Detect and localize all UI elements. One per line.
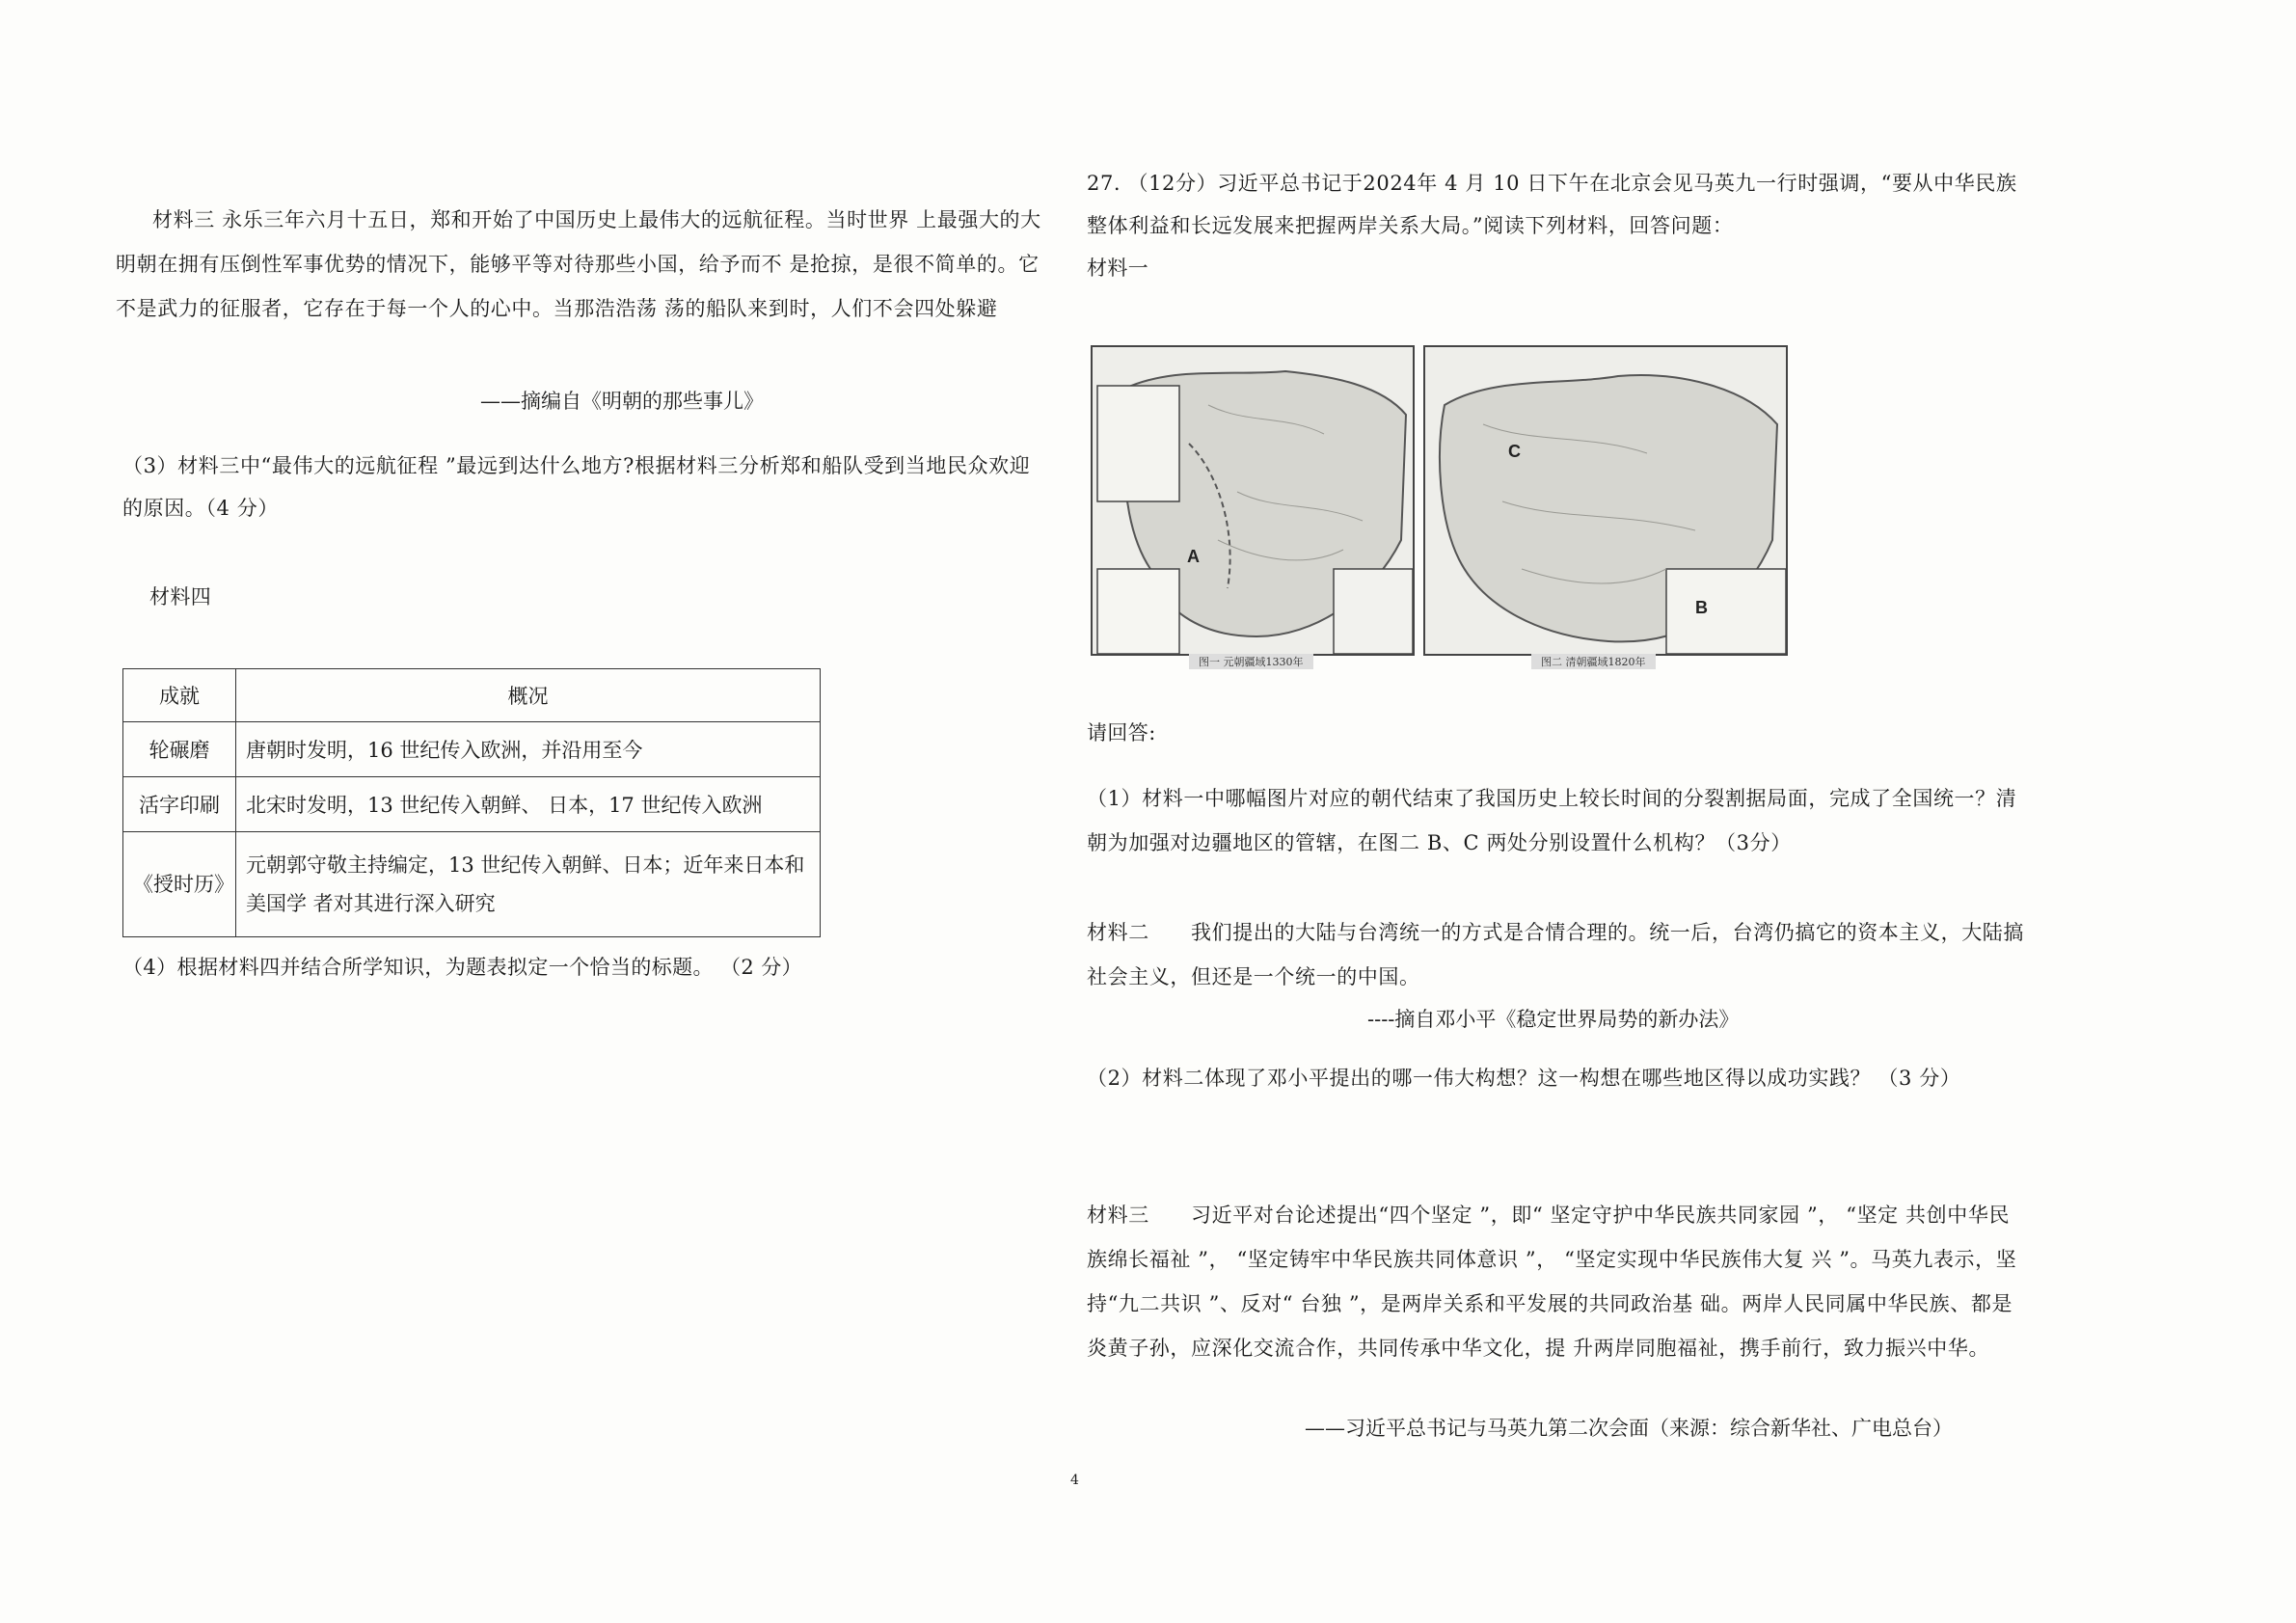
table-cell-name: 活字印刷 [123, 777, 236, 832]
material-2-text: 材料二 我们提出的大陆与台湾统一的方式是合情合理的。统一后，台湾仍搞它的资本主义，大陆搞社会主义，但还是一个统一的中国。 [1087, 921, 2024, 988]
achievements-table [122, 668, 821, 937]
map-caption-yuan: 图一 元朝疆域1330年 [1189, 654, 1313, 669]
table-header-overview: 概况 [236, 669, 821, 722]
question-3: （3）材料三中“最伟大的远航征程 ”最远到达什么地方?根据材料三分析郑和船队受到当地民众欢迎的原因。（4 分） [122, 454, 1031, 520]
answer-prompt: 请回答: [1087, 721, 1156, 744]
question-2: （2）材料二体现了邓小平提出的哪一伟大构想？这一构想在哪些地区得以成功实践？ （3 分） [1087, 1067, 1961, 1090]
map-label-a: A [1187, 547, 1200, 566]
question-27-intro: 27. （12分）习近平总书记于2024年 4 月 10 日下午在北京会见马英九一行时强调，“要从中华民族整体利益和长远发展来把握两岸关系大局。”阅读下列材料，回答问题： [1087, 172, 2017, 237]
map-label-b: B [1695, 598, 1708, 617]
page-number: 4 [1070, 1473, 1080, 1488]
table-row [123, 722, 821, 777]
map-yuan-drawing [1093, 347, 1413, 654]
table-header-row [123, 669, 821, 722]
map-caption-qing: 图二 清朝疆域1820年 [1531, 654, 1656, 669]
table-cell-desc: 北宋时发明，13 世纪传入朝鲜、 日本，17 世纪传入欧洲 [236, 777, 821, 832]
table-row [123, 777, 821, 832]
material-4-title: 材料四 [149, 585, 212, 609]
question-4: （4）根据材料四并结合所学知识，为题表拟定一个恰当的标题。 （2 分） [122, 956, 803, 979]
table-header-achievement: 成就 [123, 669, 236, 722]
table-cell-desc: 唐朝时发明，16 世纪传入欧洲，并沿用至今 [236, 722, 821, 777]
table-cell-desc: 元朝郭守敬主持编定，13 世纪传入朝鲜、日本；近年来日本和美国学 者对其进行深入研究 [236, 832, 821, 937]
map-qing-drawing [1425, 347, 1786, 654]
map-yuan-dynasty [1091, 345, 1415, 668]
material-3-right-text: 材料三 习近平对台论述提出“四个坚定 ”，即“ 坚定守护中华民族共同家园 ”， “坚定 共创中华民族绵长福祉 ”， “坚定铸牢中华民族共同体意识 ”， “坚定实现中华民族伟大复 兴 ”。马英九表示，坚持“九二共识 ”、反对“ 台独 ”，是两岸关系和平发展的共同政治基 础。两岸人民同属中华民族、都是炎黄子孙，应深化交流合作，共同传承中华文化，提 升两岸同胞福祉，携手前行，致力振兴中华。 [1087, 1204, 2017, 1360]
table-cell-name: 轮碾磨 [123, 722, 236, 777]
table-cell-name: 《授时历》 [123, 832, 236, 937]
map-label-c: C [1508, 442, 1521, 461]
material-2-source: ----摘自邓小平《稳定世界局势的新办法》 [1367, 1008, 1740, 1031]
material-3-right-source: ——习近平总书记与马英九第二次会面（来源：综合新华社、广电总台） [1305, 1417, 1953, 1440]
table-row [123, 832, 821, 937]
material-3-left-text: 材料三 永乐三年六月十五日，郑和开始了中国历史上最伟大的远航征程。当时世界 上最强大的大明朝在拥有压倒性军事优势的情况下，能够平等对待那些小国，给予而不 是抢掠，是很不简单的。它不是武力的征服者，它存在于每一个人的心中。当那浩浩荡 荡的船队来到时，人们不会四处躲避 [116, 208, 1041, 320]
question-1: （1）材料一中哪幅图片对应的朝代结束了我国历史上较长时间的分裂割据局面，完成了全国统一？清朝为加强对边疆地区的管辖，在图二 B、C 两处分别设置什么机构？（3分） [1087, 787, 2017, 854]
material-3-left-source: ——摘编自《明朝的那些事儿》 [480, 390, 764, 413]
material-1-title: 材料一 [1087, 257, 1149, 280]
map-qing-dynasty [1423, 345, 1788, 668]
